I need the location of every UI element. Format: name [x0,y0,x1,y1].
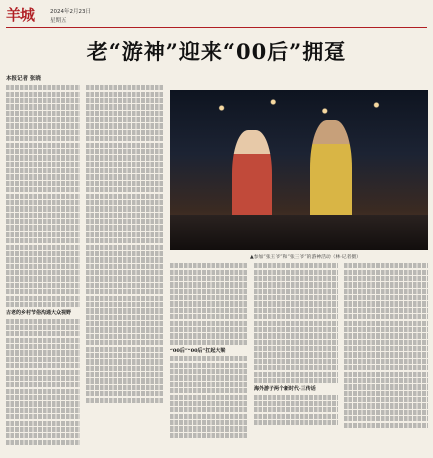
festival-photo [170,90,428,250]
article-column-4 [254,262,338,450]
header-rule [6,27,427,28]
article-column-2 [86,84,164,450]
newspaper-logo: 羊城 [6,6,35,24]
lantern-lights [170,90,428,150]
article-headline: 老“游神”迎来“00后”拥趸 [86,39,347,64]
article-byline: 本报记者 张晓 [6,76,41,82]
subheading-2: “00后”“00后”扛起大梁 [170,347,226,354]
subheading-3: 海外游子两个新时代·三传话 [254,386,316,393]
photo-caption: ▲参加“张王爷”和“张三爷”的游神活动（林·记者摄） [250,255,361,260]
crowd-silhouette [170,215,428,250]
subheading-1: 古老的乡村节俗沟通大众视野 [6,310,72,317]
article-column-3 [170,262,248,450]
issue-date: 2024年2月23日 [50,9,91,15]
article-column-5 [344,262,428,450]
masthead [6,4,126,26]
issue-weekday: 星期五 [50,18,67,24]
article-column-1 [6,84,80,450]
